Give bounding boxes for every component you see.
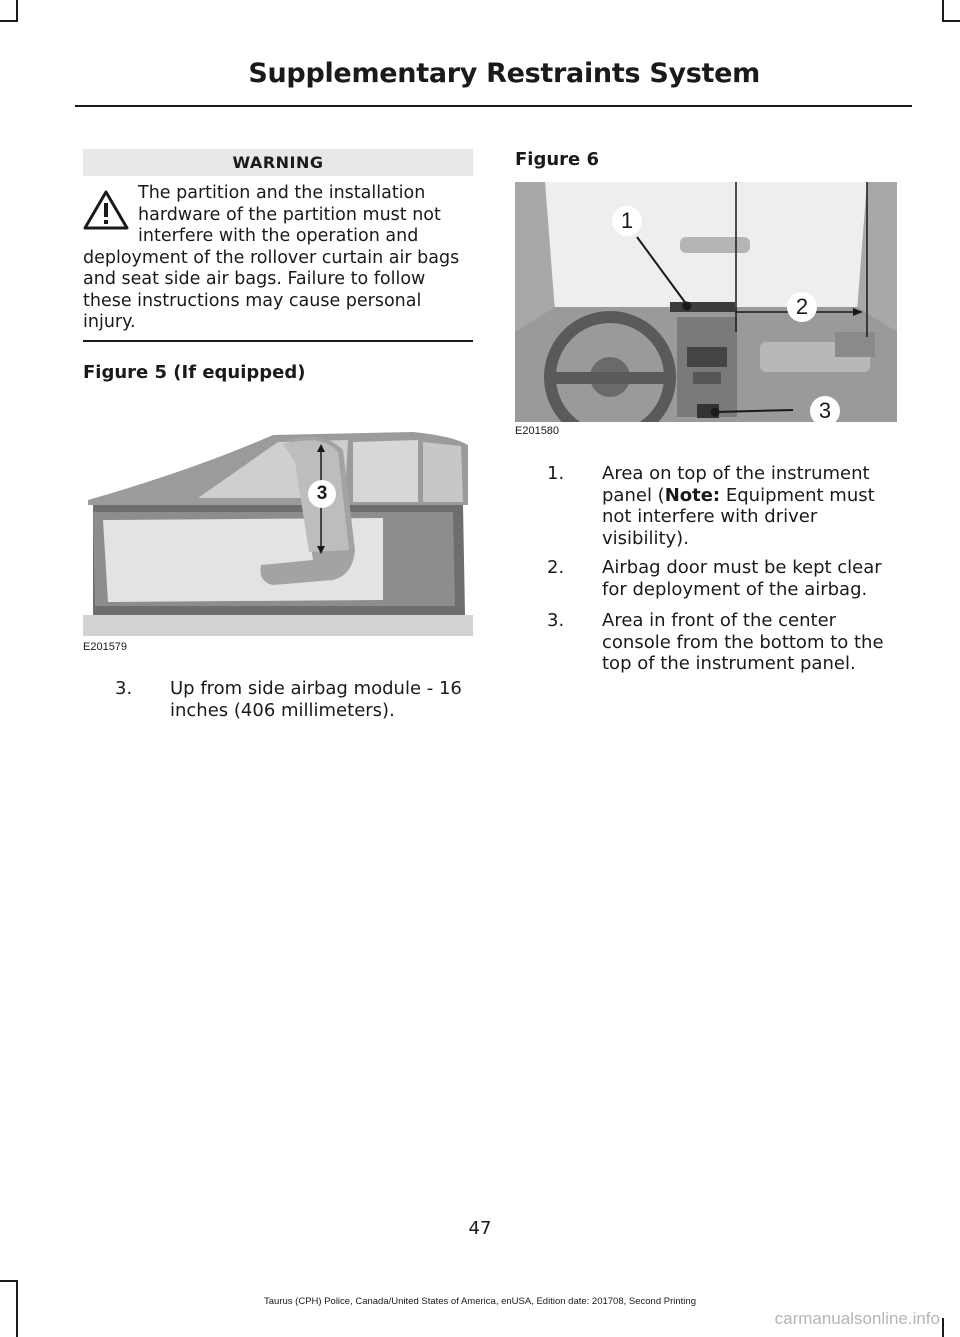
warning-text-block xyxy=(83,183,475,334)
crop-mark xyxy=(16,0,18,22)
page-number: 47 xyxy=(468,1218,492,1239)
figure-5-code: E201579 xyxy=(83,641,128,653)
list-item-text: Area in front of the center console from the bottom to the top of the instrument panel. xyxy=(602,610,884,674)
figure-5-car-side-illustration xyxy=(83,400,473,636)
list-item-number: 3. xyxy=(547,610,565,631)
figure-6-code: E201580 xyxy=(515,425,560,437)
footer-text: Taurus (CPH) Police, Canada/United States of America, enUSA, Edition date: 201708, Second Printing xyxy=(264,1296,696,1307)
note-label: Note: xyxy=(664,484,721,506)
list-item-text-part: Equipment must not interfere with driver visibility). xyxy=(602,484,875,549)
figure-5-heading: Figure 5 (If equipped) xyxy=(83,362,306,383)
figure-6-dashboard-illustration xyxy=(515,182,897,422)
list-item-number: 2. xyxy=(547,557,565,578)
figure-6-callout-1: 1 xyxy=(612,206,642,236)
crop-mark xyxy=(0,20,18,22)
figure-5-callout: 3 xyxy=(308,480,336,508)
crop-mark xyxy=(942,0,944,22)
crop-mark xyxy=(942,1318,944,1337)
figure-6-callout-2: 2 xyxy=(787,292,817,322)
crop-mark xyxy=(942,20,960,22)
list-item-text: Up from side airbag module - 16 inches (406 millimeters). xyxy=(170,678,462,721)
figure-6-callout-3: 3 xyxy=(810,396,840,422)
watermark: carmanualsonline.info xyxy=(774,1309,940,1328)
page-title: Supplementary Restraints System xyxy=(248,58,760,89)
header-rule xyxy=(75,105,912,107)
list-item-text: Airbag door must be kept clear for deployment of the airbag. xyxy=(602,557,882,600)
list-item-number: 1. xyxy=(547,463,565,484)
crop-mark xyxy=(0,1280,18,1282)
list-item-number: 3. xyxy=(115,678,133,699)
figure-6-heading: Figure 6 xyxy=(515,149,600,170)
crop-mark xyxy=(16,1280,18,1337)
warning-text: The partition and the installation hardware of the partition must not interfere with the operation and deployment of the rollover curtain air bags and seat side air bags. Failure to follow these instructions may cause personal injury. xyxy=(83,183,460,332)
list-item-text xyxy=(602,463,902,549)
list-item-text-part: Area on top of the instrument panel ( xyxy=(602,463,870,506)
warning-heading: WARNING xyxy=(83,149,473,176)
warning-rule xyxy=(83,340,473,342)
